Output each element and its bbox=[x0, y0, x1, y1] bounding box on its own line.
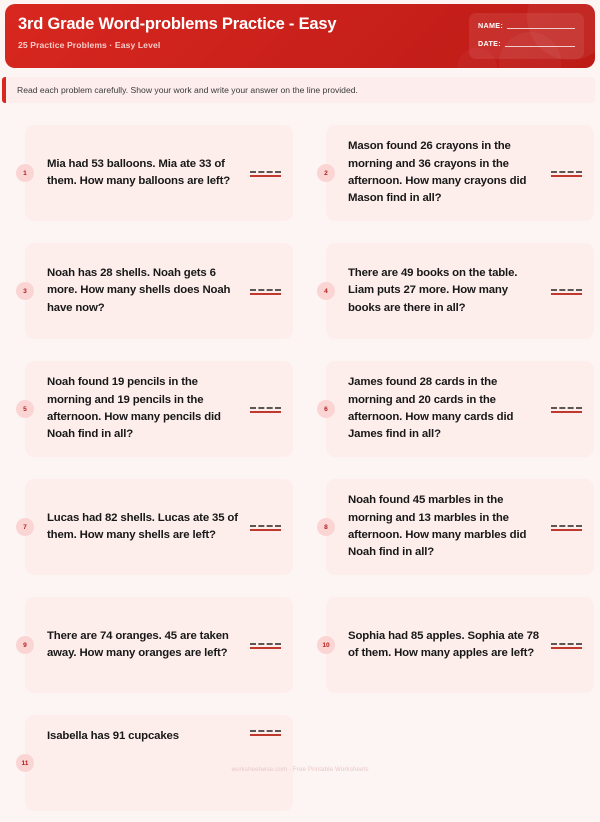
problem-number-badge: 5 bbox=[16, 400, 34, 418]
answer-dash-rule bbox=[250, 171, 281, 173]
answer-red-rule bbox=[250, 293, 281, 295]
problem-text: Sophia had 85 apples. Sophia ate 78 of them. How many apples are left? bbox=[348, 629, 539, 659]
answer-red-rule bbox=[250, 647, 281, 649]
date-row bbox=[478, 39, 575, 48]
problem-card bbox=[326, 125, 594, 221]
problem-card bbox=[326, 479, 594, 575]
answer-red-rule bbox=[551, 411, 582, 413]
problem-item bbox=[2, 114, 293, 232]
answer-dash-rule bbox=[250, 730, 281, 732]
problem-item bbox=[303, 350, 594, 468]
page-subtitle: 25 Practice Problems · Easy Level bbox=[18, 39, 161, 50]
answer-dash-rule bbox=[551, 525, 582, 527]
answer-line[interactable] bbox=[551, 287, 582, 295]
problem-number-badge: 2 bbox=[317, 164, 335, 182]
answer-line[interactable] bbox=[551, 405, 582, 413]
problem-number-badge: 9 bbox=[16, 636, 34, 654]
problem-card bbox=[25, 597, 293, 693]
answer-line[interactable] bbox=[250, 287, 281, 295]
answer-red-rule bbox=[551, 529, 582, 531]
problem-item bbox=[303, 468, 594, 586]
problem-text: Isabella has 91 cupcakes bbox=[47, 730, 179, 742]
problem-grid bbox=[0, 114, 600, 822]
problem-card bbox=[25, 361, 293, 457]
problem-text: There are 74 oranges. 45 are taken away. How many oranges are left? bbox=[47, 629, 229, 659]
answer-dash-rule bbox=[250, 643, 281, 645]
name-row bbox=[478, 21, 575, 30]
problem-card bbox=[326, 597, 594, 693]
answer-line[interactable] bbox=[250, 641, 281, 649]
answer-dash-rule bbox=[250, 525, 281, 527]
problem-number-badge: 11 bbox=[16, 754, 34, 772]
problem-text: Mia had 53 balloons. Mia ate 33 of them. How many balloons are left? bbox=[47, 157, 231, 187]
answer-line[interactable] bbox=[250, 405, 281, 413]
answer-dash-rule bbox=[551, 289, 582, 291]
problem-item bbox=[2, 232, 293, 350]
answer-dash-rule bbox=[551, 407, 582, 409]
answer-dash-rule bbox=[250, 407, 281, 409]
problem-item bbox=[2, 704, 293, 822]
problem-number-badge: 8 bbox=[317, 518, 335, 536]
problem-number-badge: 7 bbox=[16, 518, 34, 536]
answer-dash-rule bbox=[551, 643, 582, 645]
problem-text: Noah found 45 marbles in the morning and 13 marbles in the afternoon. How many marbles did Noah find in all? bbox=[348, 494, 527, 559]
page-title: 3rd Grade Word-problems Practice - Easy bbox=[18, 15, 337, 33]
problem-number-badge: 4 bbox=[317, 282, 335, 300]
problem-item bbox=[303, 114, 594, 232]
problem-item bbox=[2, 586, 293, 704]
instructions-banner: Read each problem carefully. Show your work and write your answer on the line provided. bbox=[2, 77, 595, 103]
problem-card bbox=[25, 715, 293, 811]
problem-card bbox=[25, 479, 293, 575]
answer-red-rule bbox=[250, 734, 281, 736]
answer-red-rule bbox=[551, 175, 582, 177]
answer-line[interactable] bbox=[250, 169, 281, 177]
problem-number-badge: 3 bbox=[16, 282, 34, 300]
answer-line[interactable] bbox=[551, 169, 582, 177]
problem-text: There are 49 books on the table. Liam puts 27 more. How many books are there in all? bbox=[348, 267, 518, 314]
date-label: DATE: bbox=[478, 39, 501, 48]
problem-card bbox=[326, 361, 594, 457]
worksheet-header bbox=[5, 4, 595, 68]
answer-red-rule bbox=[551, 293, 582, 295]
answer-red-rule bbox=[250, 529, 281, 531]
answer-line[interactable] bbox=[250, 523, 281, 531]
date-input-line[interactable] bbox=[505, 46, 575, 47]
name-date-box bbox=[469, 13, 584, 59]
name-label: NAME: bbox=[478, 21, 504, 30]
problem-text: James found 28 cards in the morning and 20 cards in the afternoon. How many cards did James find in all? bbox=[348, 376, 514, 441]
answer-line[interactable] bbox=[250, 728, 281, 736]
answer-line[interactable] bbox=[551, 641, 582, 649]
problem-item bbox=[303, 232, 594, 350]
answer-red-rule bbox=[551, 647, 582, 649]
footer-credit: worksheetwise.com · Free Printable Worksheets bbox=[231, 766, 369, 773]
answer-dash-rule bbox=[551, 171, 582, 173]
answer-red-rule bbox=[250, 175, 281, 177]
problem-number-badge: 1 bbox=[16, 164, 34, 182]
problem-text: Noah found 19 pencils in the morning and 19 pencils in the afternoon. How many pencils did Noah find in all? bbox=[47, 376, 221, 441]
problem-item bbox=[303, 586, 594, 704]
problem-item bbox=[2, 350, 293, 468]
problem-number-badge: 10 bbox=[317, 636, 335, 654]
problem-item bbox=[2, 468, 293, 586]
answer-red-rule bbox=[250, 411, 281, 413]
problem-text: Noah has 28 shells. Noah gets 6 more. How many shells does Noah have now? bbox=[47, 267, 231, 314]
name-input-line[interactable] bbox=[507, 28, 575, 29]
problem-card bbox=[326, 243, 594, 339]
answer-dash-rule bbox=[250, 289, 281, 291]
problem-text: Lucas had 82 shells. Lucas ate 35 of them. How many shells are left? bbox=[47, 511, 238, 541]
problem-card bbox=[25, 243, 293, 339]
problem-number-badge: 6 bbox=[317, 400, 335, 418]
problem-text: Mason found 26 crayons in the morning and 36 crayons in the afternoon. How many crayons did Mason find in all? bbox=[348, 140, 527, 205]
problem-card bbox=[25, 125, 293, 221]
answer-line[interactable] bbox=[551, 523, 582, 531]
